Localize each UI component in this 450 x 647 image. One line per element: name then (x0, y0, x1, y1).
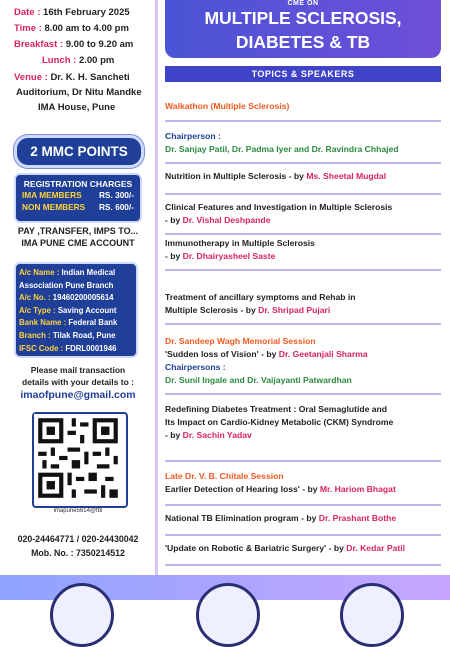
topic-item (165, 470, 441, 506)
topic-line (165, 130, 441, 143)
time-row: Time : 8.00 am to 4.00 pm (14, 23, 129, 34)
topic-text: 'Sudden loss of Vision' - by (165, 349, 279, 359)
topic-text: Treatment of ancillary symptoms and Rehab in (165, 292, 356, 302)
topic-text: Walkathon (Multiple Sclerosis) (165, 101, 290, 111)
topic-item (165, 542, 441, 566)
topic-line (165, 304, 441, 317)
title-banner (165, 0, 441, 58)
topic-item (165, 512, 441, 536)
qr-code[interactable] (32, 412, 128, 508)
topic-text: National TB Elimination program - by (165, 513, 319, 523)
topic-text: Clinical Features and Investigation in Multiple Sclerosis (165, 202, 393, 212)
cme-label: CME ON (287, 0, 319, 7)
event-details (14, 5, 154, 115)
topic-line (165, 348, 441, 361)
topic-line (165, 250, 441, 263)
non-members-row: NON MEMBERS RS. 600/- (22, 202, 134, 212)
topic-line (165, 214, 441, 227)
topic-line (165, 429, 441, 442)
speaker-name: Dr. Kedar Patil (346, 543, 405, 553)
topic-text: Dr. Sunil Ingale and Dr. Vaijayanti Patwardhan (165, 375, 352, 385)
topic-line (165, 170, 441, 183)
topic-text: Chairperson : (165, 131, 221, 141)
topic-item (165, 100, 441, 122)
qr-code-icon (34, 414, 122, 502)
topic-line (165, 403, 441, 416)
speaker-name: Mr. Hariom Bhagat (319, 484, 396, 494)
topic-text: - by (165, 215, 183, 225)
topic-item (165, 403, 441, 462)
topic-text: Immunotherapy in Multiple Sclerosis (165, 238, 315, 248)
speaker-name: Dr. Sachin Yadav (182, 430, 252, 440)
topic-text: Its Impact on Cardio-Kidney Metabolic (CKM) Syndrome (165, 417, 394, 427)
footer-band (0, 575, 450, 600)
mmc-points-badge: 2 MMC POINTS (14, 135, 144, 168)
topic-line (165, 100, 441, 113)
speaker-photo (340, 583, 404, 647)
topic-text: 'Update on Robotic & Bariatric Surgery' - by (165, 543, 347, 553)
topics-header: TOPICS & SPEAKERS (165, 66, 441, 82)
date-row: Date : 16th February 2025 (14, 7, 130, 18)
speaker-name: Dr. Geetanjali Sharma (278, 349, 368, 359)
topic-line (165, 291, 441, 304)
bank-details-box: A/c Name : Indian Medical Association Pune Branch A/c No. : 19460200005614 A/c Type : Saving Account Bank Name : Federal Bank Branch : Tilak Road, Pune IFSC Code : FDRL0001946 (14, 262, 138, 358)
mail-instructions: Please mail transaction details with your details to : (22, 365, 134, 387)
topic-item (165, 335, 441, 395)
contact-numbers: 020-24464771 / 020-24430042 Mob. No. : 7350214512 (17, 534, 139, 558)
topic-item (165, 170, 441, 195)
topic-text: - by (165, 251, 183, 261)
topic-text: Dr. Sanjay Patil, Dr. Padma Iyer and Dr. Ravindra Chhajed (165, 144, 399, 154)
topic-text: Dr. Sandeep Wagh Memorial Session (165, 336, 316, 346)
topic-line (165, 335, 441, 348)
topic-line (165, 374, 441, 387)
info-column (0, 0, 158, 600)
topic-item (165, 291, 441, 325)
topic-line (165, 470, 441, 483)
topic-line (165, 416, 441, 429)
topic-line (165, 483, 441, 496)
speaker-name: Dr. Shripad Pujari (258, 305, 331, 315)
topic-line (165, 361, 441, 374)
email-link[interactable]: imaofpune@gmail.com (20, 389, 136, 401)
topic-line (165, 143, 441, 156)
members-row: IMA MEMBERS RS. 300/- (22, 190, 134, 200)
speaker-name: Dr. Prashant Bothe (318, 513, 397, 523)
topic-line (165, 201, 441, 214)
title-line-1: MULTIPLE SCLEROSIS, (204, 8, 402, 28)
topic-text: Nutrition in Multiple Sclerosis - by (165, 171, 307, 181)
topic-line (165, 542, 441, 555)
payment-instructions: PAY ,TRANSFER, IMPS TO... IMA PUNE CME ACCOUNT (17, 226, 139, 248)
topic-text: Multiple Sclerosis - by (165, 305, 259, 315)
title-line-2: DIABETES & TB (235, 32, 371, 52)
topic-item (165, 237, 441, 271)
speaker-name: Dr. Dhairyasheel Saste (182, 251, 276, 261)
venue-block: Venue : Dr. K. H. Sancheti Auditorium, Dr Nitu Mandke IMA House, Pune (14, 72, 142, 113)
qr-caption: imapune5614@fbl (53, 508, 103, 514)
registration-title: REGISTRATION CHARGES (23, 179, 133, 189)
topic-item (165, 130, 441, 164)
topic-text: Redefining Diabetes Treatment : Oral Semaglutide and (165, 404, 388, 414)
topic-text: - by (165, 430, 183, 440)
topic-item (165, 201, 441, 235)
topic-line (165, 237, 441, 250)
lunch-row: Lunch : 2.00 pm (42, 55, 115, 66)
topic-text: Earlier Detection of Hearing loss' - by (165, 484, 320, 494)
speaker-name: Dr. Vishal Deshpande (182, 215, 271, 225)
topic-line (165, 512, 441, 525)
topic-text: Late Dr. V. B. Chitale Session (165, 471, 284, 481)
breakfast-row: Breakfast : 9.00 to 9.20 am (14, 39, 134, 50)
speaker-name: Ms. Sheetal Mugdal (306, 171, 387, 181)
topic-text: Chairpersons : (165, 362, 226, 372)
registration-box (14, 173, 142, 223)
speaker-photo (196, 583, 260, 647)
speaker-photo (50, 583, 114, 647)
